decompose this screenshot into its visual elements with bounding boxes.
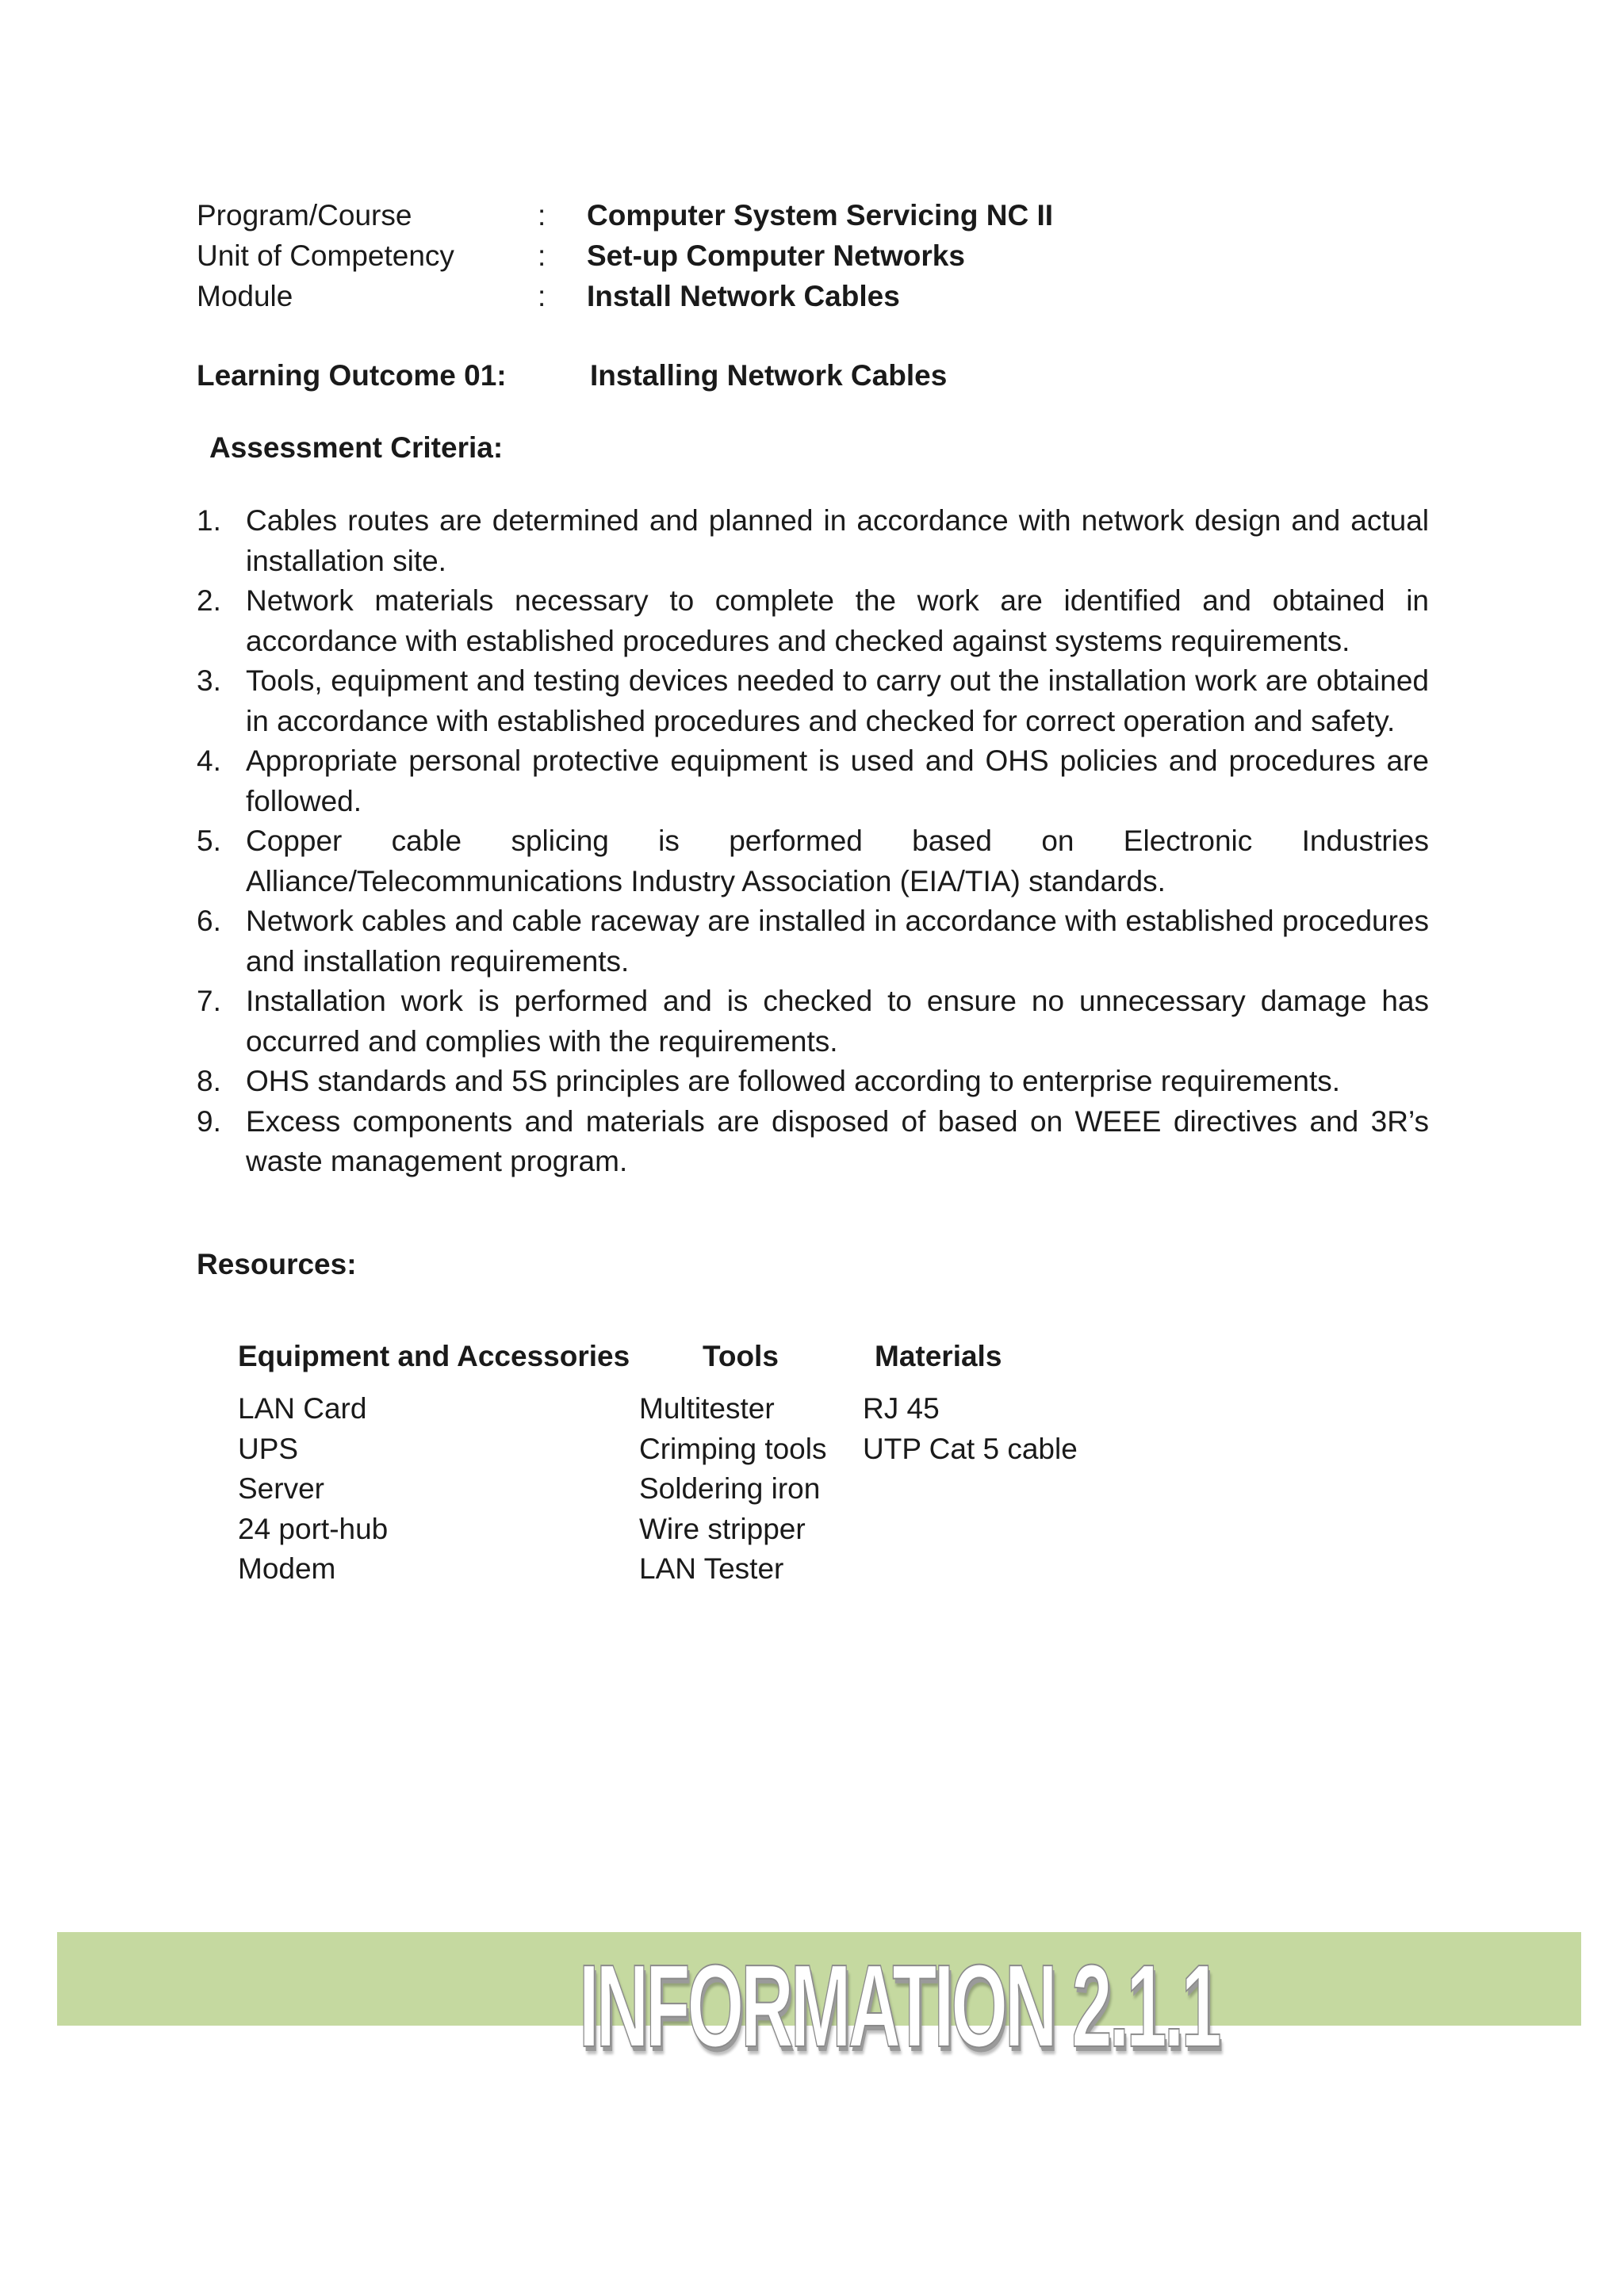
tools-cell: Soldering iron xyxy=(639,1472,821,1505)
equipment-cell: Server xyxy=(238,1472,324,1505)
equipment-cell: 24 port-hub xyxy=(238,1512,389,1545)
list-item-number: 4. xyxy=(197,744,221,777)
list-item-number: 8. xyxy=(197,1065,221,1097)
program-course-row xyxy=(197,195,1053,235)
table-row xyxy=(238,1469,1116,1510)
unit-of-competency-label: Unit of Competency xyxy=(197,239,454,272)
list-item-number: 6. xyxy=(197,905,221,937)
module-value: Install Network Cables xyxy=(587,280,900,312)
materials-cell xyxy=(863,1469,1116,1510)
list-item xyxy=(197,661,1429,741)
list-item-text: Cables routes are determined and planned in accordance with network design and actual installation site. xyxy=(246,504,1429,577)
equipment-cell: UPS xyxy=(238,1432,299,1465)
list-item-number: 5. xyxy=(197,825,221,857)
materials-cell: UTP Cat 5 cable xyxy=(863,1432,1078,1465)
learning-outcome-row xyxy=(197,355,947,396)
resources-table xyxy=(238,1337,1116,1590)
table-row xyxy=(238,1510,1116,1550)
materials-cell xyxy=(863,1549,1116,1590)
table-row xyxy=(238,1429,1116,1470)
resources-heading: Resources: xyxy=(197,1248,357,1280)
module-label: Module xyxy=(197,280,293,312)
unit-of-competency-row xyxy=(197,235,1053,276)
list-item-number: 3. xyxy=(197,664,221,697)
tools-cell: Crimping tools xyxy=(639,1432,827,1465)
list-item-text: Installation work is performed and is checked to ensure no unnecessary damage has occurred and complies with the requirements. xyxy=(246,985,1429,1058)
list-item-number: 1. xyxy=(197,504,221,537)
program-course-value: Computer System Servicing NC II xyxy=(587,199,1054,232)
tools-cell: Multitester xyxy=(639,1392,775,1425)
list-item-text: Excess components and materials are disposed of based on WEEE directives and 3R’s waste management program. xyxy=(246,1104,1429,1177)
program-course-label: Program/Course xyxy=(197,199,412,232)
list-item-text: Network cables and cable raceway are installed in accordance with established procedures and installation requirements. xyxy=(246,905,1429,978)
list-item xyxy=(197,581,1429,661)
materials-column-header: Materials xyxy=(875,1340,1002,1372)
table-row xyxy=(238,1549,1116,1590)
list-item xyxy=(197,501,1429,581)
list-item-text: OHS standards and 5S principles are followed according to enterprise requirements. xyxy=(246,1065,1341,1097)
tools-cell: LAN Tester xyxy=(639,1552,784,1585)
learning-outcome-value: Installing Network Cables xyxy=(590,359,948,392)
list-item-text: Copper cable splicing is performed based on Electronic Industries Alliance/Telecommunications Industry Association (EIA/TIA) standards. xyxy=(246,825,1429,897)
list-item-text: Appropriate personal protective equipment is used and OHS policies and procedures are followed. xyxy=(246,744,1429,817)
assessment-criteria-heading: Assessment Criteria: xyxy=(209,431,504,464)
materials-cell xyxy=(863,1510,1116,1550)
list-item xyxy=(197,982,1429,1062)
course-info-table xyxy=(197,195,1053,316)
tools-cell: Wire stripper xyxy=(639,1512,806,1545)
banner-title: INFORMATION 2.1.1 xyxy=(579,1941,1219,2072)
list-item xyxy=(197,1102,1429,1182)
learning-outcome-label: Learning Outcome 01: xyxy=(197,359,507,392)
list-item xyxy=(197,821,1429,901)
colon-separator: : xyxy=(538,199,546,232)
tools-column-header: Tools xyxy=(703,1340,779,1372)
table-row xyxy=(238,1389,1116,1429)
list-item xyxy=(197,1062,1429,1102)
list-item xyxy=(197,741,1429,821)
colon-separator: : xyxy=(538,280,546,312)
materials-cell: RJ 45 xyxy=(863,1392,940,1425)
list-item-text: Network materials necessary to complete the work are identified and obtained in accordance with established procedures and checked against systems requirements. xyxy=(246,584,1429,657)
unit-of-competency-value: Set-up Computer Networks xyxy=(587,239,965,272)
equipment-column-header: Equipment and Accessories xyxy=(238,1340,630,1372)
list-item xyxy=(197,901,1429,982)
list-item-number: 2. xyxy=(197,584,221,617)
assessment-criteria-list xyxy=(197,501,1429,1182)
colon-separator: : xyxy=(538,239,546,272)
equipment-cell: LAN Card xyxy=(238,1392,367,1425)
list-item-number: 7. xyxy=(197,985,221,1017)
equipment-cell: Modem xyxy=(238,1552,336,1585)
list-item-number: 9. xyxy=(197,1104,221,1138)
module-row xyxy=(197,276,1053,316)
list-item-text: Tools, equipment and testing devices needed to carry out the installation work are obtained in accordance with established procedures and checked for correct operation and safety. xyxy=(246,664,1429,737)
resources-table-header xyxy=(238,1337,1116,1389)
